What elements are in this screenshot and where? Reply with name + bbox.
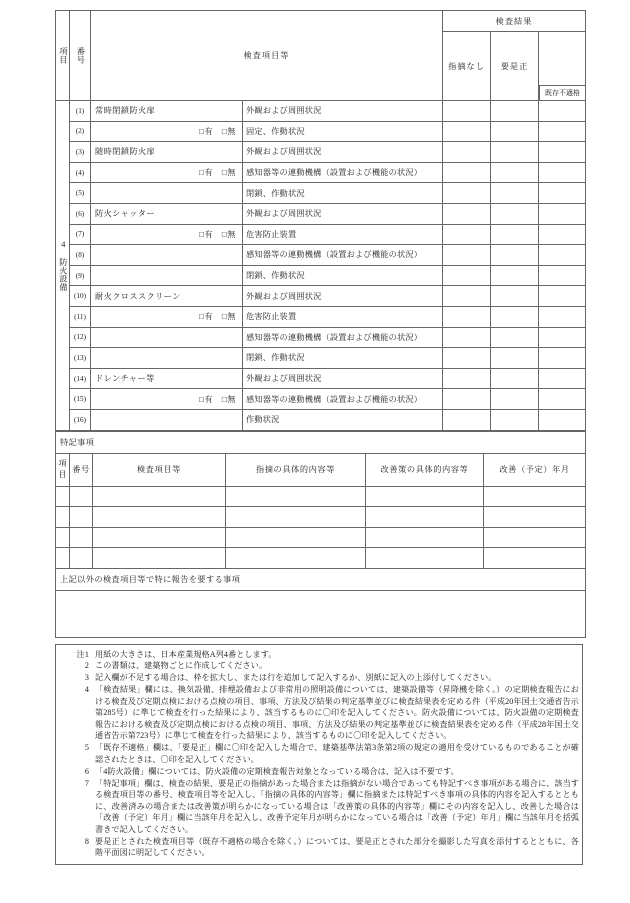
row-number: (8) — [70, 245, 91, 266]
table-row — [56, 203, 586, 224]
row-number: (1) — [70, 101, 91, 122]
row-detail-label: 閉鎖、作動状況 — [243, 348, 443, 369]
note-item — [59, 836, 579, 859]
note-label: 4 — [84, 685, 89, 695]
note-item — [59, 684, 579, 741]
table-row — [56, 409, 586, 430]
header-bangou: 番号 — [70, 453, 93, 486]
header-remedy-date: 改善（予定）年月 — [484, 453, 586, 486]
result-existing-nonconforming-cell[interactable] — [539, 409, 586, 430]
result-needs-correction-cell[interactable] — [491, 306, 539, 327]
table-row — [56, 348, 586, 369]
row-number: (12) — [70, 327, 91, 348]
result-no-findings-cell[interactable] — [443, 306, 491, 327]
result-no-findings-cell[interactable] — [443, 265, 491, 286]
note-label: 注1 — [76, 649, 89, 659]
result-existing-nonconforming-cell[interactable] — [539, 142, 586, 163]
result-needs-correction-cell[interactable] — [491, 162, 539, 183]
row-detail-label: 外観および周囲状況 — [243, 203, 443, 224]
header-koumoku: 項目 — [56, 453, 70, 486]
header-bangou: 番号 — [70, 11, 91, 101]
header-inspection-items: 検査項目等 — [91, 11, 443, 101]
row-group-label: 防火シャッター — [91, 203, 243, 224]
note-text: この書類は、建築物ごとに作成してください。 — [95, 661, 268, 671]
result-needs-correction-cell[interactable] — [491, 409, 539, 430]
result-needs-correction-cell[interactable] — [491, 327, 539, 348]
row-number: (3) — [70, 142, 91, 163]
cell-remedy-details[interactable] — [366, 507, 484, 528]
table-row — [56, 162, 586, 183]
result-no-findings-cell[interactable] — [443, 203, 491, 224]
row-number: (10) — [70, 286, 91, 307]
table-row — [56, 183, 586, 204]
header-no-findings: 指摘なし — [443, 32, 491, 101]
cell-inspection-item[interactable] — [93, 527, 226, 548]
notes-block — [55, 644, 583, 866]
row-detail-label: 固定、作動状況 — [243, 121, 443, 142]
table-row — [56, 306, 586, 327]
cell-remedy-date[interactable] — [484, 486, 586, 507]
cell-inspection-item[interactable] — [93, 548, 226, 569]
row-detail-label: 外観および周囲状況 — [243, 142, 443, 163]
result-existing-nonconforming-cell[interactable] — [539, 306, 586, 327]
row-group-label — [91, 245, 243, 266]
row-number: (6) — [70, 203, 91, 224]
special-notes-band-label: 特記事項 — [56, 431, 586, 453]
other-section-band-row — [56, 568, 586, 590]
table-row — [56, 368, 586, 389]
row-group-label: ドレンチャー等 — [91, 368, 243, 389]
note-item — [59, 742, 579, 765]
cell-finding-details[interactable] — [226, 507, 366, 528]
result-no-findings-cell[interactable] — [443, 409, 491, 430]
result-no-findings-cell[interactable] — [443, 101, 491, 122]
row-group-label: 耐火クロススクリーン — [91, 286, 243, 307]
header-koumoku: 項目 — [56, 11, 70, 101]
cell-finding-details[interactable] — [226, 486, 366, 507]
table-row — [56, 224, 586, 245]
result-no-findings-cell[interactable] — [443, 389, 491, 410]
cell-finding-details[interactable] — [226, 548, 366, 569]
table-row — [56, 286, 586, 307]
row-presence-checkboxes[interactable]: □有 □無 — [91, 306, 243, 327]
result-no-findings-cell[interactable] — [443, 286, 491, 307]
result-existing-nonconforming-cell[interactable] — [539, 162, 586, 183]
row-detail-label: 感知器等の連動機構（設置および機能の状況） — [243, 327, 443, 348]
note-label: 3 — [84, 673, 89, 683]
result-needs-correction-cell[interactable] — [491, 389, 539, 410]
row-detail-label: 作動状況 — [243, 409, 443, 430]
result-needs-correction-cell[interactable] — [491, 101, 539, 122]
special-notes-row — [56, 507, 586, 528]
header-inspection-result: 検査結果 — [443, 11, 586, 32]
row-number: (11) — [70, 306, 91, 327]
cell-koumoku[interactable] — [56, 548, 70, 569]
row-number: (7) — [70, 224, 91, 245]
note-label: 5 — [84, 743, 89, 753]
row-number: (4) — [70, 162, 91, 183]
result-existing-nonconforming-cell[interactable] — [539, 286, 586, 307]
row-detail-label: 外観および周囲状況 — [243, 368, 443, 389]
row-number: (2) — [70, 121, 91, 142]
row-presence-checkboxes[interactable]: □有 □無 — [91, 162, 243, 183]
result-needs-correction-cell[interactable] — [491, 121, 539, 142]
cell-bangou[interactable] — [70, 527, 93, 548]
note-item — [59, 660, 579, 671]
cell-inspection-item[interactable] — [93, 507, 226, 528]
row-presence-checkboxes[interactable]: □有 □無 — [91, 121, 243, 142]
result-existing-nonconforming-cell[interactable] — [539, 327, 586, 348]
result-needs-correction-cell[interactable] — [491, 224, 539, 245]
special-notes-band-row — [56, 431, 586, 453]
result-no-findings-cell[interactable] — [443, 245, 491, 266]
result-needs-correction-cell[interactable] — [491, 183, 539, 204]
special-notes-row — [56, 548, 586, 569]
result-existing-nonconforming-cell[interactable] — [539, 224, 586, 245]
note-text: 要是正とされた検査項目等（既存不適格の場合を除く。）については、要是正とされた部分を撮影した写真を添付するとともに、各階平面図に明記してください。 — [95, 836, 579, 858]
table-row — [56, 121, 586, 142]
note-text: 記入欄が不足する場合は、枠を拡大し、または行を追加して記入するか、別紙に記入の上添付してください。 — [95, 673, 497, 683]
header-remedy-details: 改善策の具体的内容等 — [366, 453, 484, 486]
result-existing-nonconforming-cell[interactable] — [539, 203, 586, 224]
row-group-label — [91, 265, 243, 286]
cell-koumoku[interactable] — [56, 527, 70, 548]
note-item — [59, 672, 579, 683]
header-existing-nonconforming: 既存不適格 — [539, 85, 585, 100]
cell-inspection-item[interactable] — [93, 486, 226, 507]
row-group-label: 常時閉鎖防火扉 — [91, 101, 243, 122]
row-detail-label: 感知器等の連動機構（設置および機能の状況） — [243, 162, 443, 183]
other-section-free-text-area[interactable] — [56, 590, 586, 637]
result-no-findings-cell[interactable] — [443, 224, 491, 245]
result-needs-correction-cell[interactable] — [491, 245, 539, 266]
row-detail-label: 閉鎖、作動状況 — [243, 183, 443, 204]
result-needs-correction-cell[interactable] — [491, 142, 539, 163]
cell-bangou[interactable] — [70, 507, 93, 528]
cell-bangou[interactable] — [70, 486, 93, 507]
row-detail-label: 危害防止装置 — [243, 306, 443, 327]
note-text: 「既存不適格」欄は、「要是正」欄に〇印を記入した場合で、建築基準法第3条第2項の規定の適用を受けているものであることが確認されたときは、〇印を記入してください。 — [95, 743, 579, 764]
table-row — [56, 101, 586, 122]
result-existing-nonconforming-cell[interactable] — [539, 121, 586, 142]
note-item — [59, 649, 579, 660]
row-detail-label: 危害防止装置 — [243, 224, 443, 245]
special-notes-row — [56, 527, 586, 548]
special-notes-row — [56, 486, 586, 507]
row-detail-label: 感知器等の連動機構（設置および機能の状況） — [243, 389, 443, 410]
result-no-findings-cell[interactable] — [443, 162, 491, 183]
cell-remedy-date[interactable] — [484, 527, 586, 548]
row-group-label — [91, 327, 243, 348]
row-group-label — [91, 348, 243, 369]
result-existing-nonconforming-cell[interactable] — [539, 389, 586, 410]
other-section-blank-row — [56, 590, 586, 637]
row-group-label — [91, 183, 243, 204]
result-existing-nonconforming-cell[interactable] — [539, 245, 586, 266]
table-row — [56, 389, 586, 410]
header-inspection-items: 検査項目等 — [93, 453, 226, 486]
result-existing-nonconforming-cell[interactable] — [539, 101, 586, 122]
result-existing-nonconforming-cell[interactable] — [539, 265, 586, 286]
result-needs-correction-cell[interactable] — [491, 368, 539, 389]
cell-finding-details[interactable] — [226, 527, 366, 548]
result-existing-nonconforming-cell[interactable] — [539, 348, 586, 369]
inspection-form-page — [55, 10, 585, 865]
cell-remedy-details[interactable] — [366, 548, 484, 569]
table-header-row — [56, 11, 586, 32]
row-number: (16) — [70, 409, 91, 430]
row-number: (15) — [70, 389, 91, 410]
note-text: 「4防火設備」欄については、防火設備の定期検査報告対象となっている場合は、記入は不要です。 — [95, 766, 459, 776]
cell-remedy-date[interactable] — [484, 548, 586, 569]
header-existing-nonconforming-wrap — [539, 32, 586, 101]
note-text: 用紙の大きさは、日本産業規格A列4番とします。 — [95, 649, 277, 659]
result-needs-correction-cell[interactable] — [491, 203, 539, 224]
note-label: 2 — [84, 661, 89, 671]
row-number: (9) — [70, 265, 91, 286]
result-needs-correction-cell[interactable] — [491, 348, 539, 369]
result-no-findings-cell[interactable] — [443, 142, 491, 163]
cell-koumoku[interactable] — [56, 486, 70, 507]
header-finding-details: 指摘の具体的内容等 — [226, 453, 366, 486]
result-no-findings-cell[interactable] — [443, 183, 491, 204]
row-detail-label: 閉鎖、作動状況 — [243, 265, 443, 286]
result-needs-correction-cell[interactable] — [491, 265, 539, 286]
result-existing-nonconforming-cell[interactable] — [539, 368, 586, 389]
table-row — [56, 142, 586, 163]
row-number: (13) — [70, 348, 91, 369]
cell-remedy-details[interactable] — [366, 527, 484, 548]
row-number: (14) — [70, 368, 91, 389]
note-label: 8 — [84, 836, 89, 846]
row-detail-label: 外観および周囲状況 — [243, 286, 443, 307]
other-section-band-label: 上記以外の検査項目等で特に報告を要する事項 — [56, 568, 586, 590]
note-text: 「検査結果」欄には、換気設備、排煙設備および非常用の照明設備については、建築設備等（昇降機を除く。）の定期検査報告における検査及び定期点検における点検の項目、事項、方法及び結果の判定基準並びに検査結果表を定める件（平成20年国土交通省告示第285号）に準じて検査を行った結果により、該当するものに〇印を記入してください。防火設備については、防火設備の定期検査報告における検査及び定期点検における点検の項目、事項、方法及び結果の判定基準並びに検査結果表を定める件（平成28年国土交通省告示第723号）に準じて検査を行った結果により、該当するものに〇印を記入してください。 — [95, 685, 579, 741]
row-detail-label: 外観および周囲状況 — [243, 101, 443, 122]
table-row — [56, 327, 586, 348]
row-detail-label: 感知器等の連動機構（設置および機能の状況） — [243, 245, 443, 266]
row-presence-checkboxes[interactable]: □有 □無 — [91, 389, 243, 410]
note-label: 7 — [84, 778, 89, 788]
result-existing-nonconforming-cell[interactable] — [539, 183, 586, 204]
result-no-findings-cell[interactable] — [443, 368, 491, 389]
result-no-findings-cell[interactable] — [443, 121, 491, 142]
fire-prevention-inspection-table — [55, 10, 586, 431]
special-notes-header-row — [56, 453, 586, 486]
cell-bangou[interactable] — [70, 548, 93, 569]
note-item — [59, 766, 579, 777]
note-item — [59, 778, 579, 835]
row-number: (5) — [70, 183, 91, 204]
cell-remedy-details[interactable] — [366, 486, 484, 507]
special-notes-table — [55, 431, 586, 638]
row-group-label: 随時閉鎖防火扉 — [91, 142, 243, 163]
row-presence-checkboxes[interactable]: □有 □無 — [91, 224, 243, 245]
note-label: 6 — [84, 766, 89, 776]
category-fire-prevention-equipment: 4 防火設備 — [56, 101, 70, 431]
note-text: 「特記事項」欄は、検査の結果、要是正の指摘があった場合または指摘がない場合であっても特記すべき事項がある場合に、該当する検査項目等の番号、検査項目等を記入し、「指摘の具体的内容等」欄に指摘または特記すべき事項の具体的内容を記入するとともに、改善済みの場合または改善策が明らかになっている場合は「改善策の具体的内容等」欄にその内容を記入し、改善した場合は「改善（予定）年月」欄に当該年月を記入し、改善予定年月が明らかになっている場合は「改善（予定）年月」欄に当該年月を括弧書きで記入してください。 — [95, 778, 579, 834]
table-row — [56, 265, 586, 286]
result-no-findings-cell[interactable] — [443, 327, 491, 348]
result-needs-correction-cell[interactable] — [491, 286, 539, 307]
cell-remedy-date[interactable] — [484, 507, 586, 528]
result-no-findings-cell[interactable] — [443, 348, 491, 369]
cell-koumoku[interactable] — [56, 507, 70, 528]
row-group-label — [91, 409, 243, 430]
header-needs-correction: 要是正 — [491, 32, 539, 101]
table-row — [56, 245, 586, 266]
